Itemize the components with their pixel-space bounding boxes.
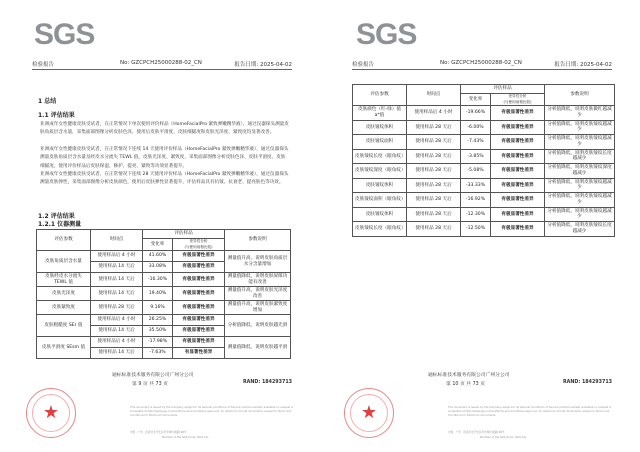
header-diff-note: (与使用前相比较) — [503, 99, 532, 104]
company-name: 通标标准技术服务有限公司广州分公司 — [428, 373, 510, 378]
cell-note: 分析值降低，说明皮肤越光滑 — [225, 315, 291, 337]
summary-paragraph-2: 亚洲成年女性健康皮肤受试者，在正常情况下连续 14 天使用评价样品（HomeFacialPro 紧致弹嫩精华液），通过仪器探头测量皮肤角质层含水量及经皮水分流失 TEWL 值，皮肤光泽度、紧致度，采集面部图像分析皮肤色泽、皮肤平滑度、皮肤细腻度，使用评价样品后皮肤保湿、修护、提亮、紧致等功效显著提升。 — [40, 147, 289, 169]
rand-number: RAND: 184293713 — [242, 380, 292, 385]
report-label: 检验报告 — [352, 62, 375, 68]
report-header — [32, 60, 292, 72]
instrument-results-table-continued — [352, 84, 615, 237]
header-note: 参数说明 — [545, 85, 615, 106]
page-number: 第 9 页 共 73 页 — [132, 382, 168, 387]
cell-diff: 有极显著性差异 — [491, 164, 545, 179]
table-row — [353, 193, 615, 208]
cell-item: 皮肤皱纹深度（眼角纹） — [353, 164, 407, 179]
seal-star-icon: ★ — [42, 402, 60, 423]
table-row — [37, 251, 291, 262]
cell-note: 分析值降低，说明皮肤微红越减少 — [545, 106, 615, 121]
summary-paragraph-3: 亚洲成年女性健康皮肤受试者，在正常情况下连续 28 天使用评价样品（HomeFacialPro 紧致弹嫩精华液），通过仪器探头测量皮肤弹性，采集面部图像分析皮肤颜色，使用后皮肤弹性显著提升，评估样品具有抗皱、抗衰老、提亮肤色等功效。 — [40, 172, 289, 186]
cell-note: 分析值降低，说明皮肤皱纹越减少 — [545, 207, 615, 222]
report-number: No: GZCPCH25000288-02_CN — [440, 60, 522, 66]
table-row — [37, 301, 291, 315]
cell-change: 35.50% — [143, 326, 173, 337]
cell-note: 分析值降低，说明皮肤皱纹长度越减少 — [545, 149, 615, 164]
cell-item: 皮肤皱纹体积 — [353, 178, 407, 193]
cell-diff: 有极显著性差异 — [173, 273, 225, 287]
cell-diff: 有极显著性差异 — [173, 337, 225, 348]
header-time: 时间点 — [91, 230, 143, 251]
header-diff — [491, 94, 545, 106]
report-number: No: GZCPCH25000288-02_CN — [120, 60, 202, 66]
table-row — [37, 287, 291, 301]
report-page-9 — [12, 0, 312, 452]
terms-fine-print: This document is issued by the Company subject to its General Conditions of Service printed overleaf, available on request or accessible at http://www.sgs.com/en/Terms-and-Conditions.aspx and, for electronic format documents, subject to Terms and Conditions for Electronic Documents. — [448, 406, 612, 417]
cell-note: 分析值降低，说明皮肤皱纹越减少 — [545, 135, 615, 150]
header-change: 变化率 — [461, 94, 491, 106]
cell-time: 使用样品 28 天后 — [91, 301, 143, 315]
cell-item: 皮肤经皮水分流失 TEWL 值 — [37, 273, 91, 287]
cell-diff: 有极显著性差异 — [173, 301, 225, 315]
cell-note: 分析值降低，说明皮肤皱纹越减少 — [545, 178, 615, 193]
cell-change: -5.08% — [461, 164, 491, 179]
cell-diff: 有极显著性差异 — [173, 326, 225, 337]
table-row — [37, 337, 291, 348]
cell-diff: 有极显著性差异 — [491, 178, 545, 193]
cell-time: 使用样品 14 天后 — [91, 273, 143, 287]
company-name: 通标标准技术服务有限公司广州分公司 — [112, 373, 194, 378]
header-note: 参数说明 — [225, 230, 291, 251]
table-row — [353, 207, 615, 222]
report-label: 检验报告 — [32, 62, 55, 68]
cell-time: 使用样品 14 天后 — [91, 348, 143, 359]
cell-time: 使用样品 28 天后 — [407, 207, 461, 222]
table-row — [353, 106, 615, 121]
cell-diff: 有显著性差异 — [173, 348, 225, 359]
cell-note: 测量值升高，说明皮肤光泽度改善 — [225, 287, 291, 301]
table-row — [37, 273, 291, 287]
cell-time: 使用样品 14 天后 — [91, 262, 143, 273]
table-row — [353, 135, 615, 150]
table-row — [353, 178, 615, 193]
cell-time: 使用样品 28 天后 — [407, 149, 461, 164]
cell-time: 使用样品 28 天后 — [407, 135, 461, 150]
company-seal — [26, 388, 76, 438]
cell-time: 使用样品 28 天后 — [407, 120, 461, 135]
table-row — [353, 149, 615, 164]
cell-item: 皮肤皱纹面积 — [353, 135, 407, 150]
seal-star-icon: ★ — [360, 402, 378, 423]
cell-change: -33.33% — [461, 178, 491, 193]
header-sample: 评估样品 — [143, 230, 225, 239]
cell-diff: 有极显著性差异 — [173, 251, 225, 262]
cell-change: -7.43% — [461, 135, 491, 150]
cell-change: -12.30% — [461, 207, 491, 222]
cell-note: 分析值降低，说明皮肤皱纹长度越减少 — [545, 222, 615, 237]
section-instrument: 1.2.1 仪器测量 — [38, 221, 82, 228]
cell-change: 41.60% — [143, 251, 173, 262]
cell-time: 使用样品后 4 小时 — [407, 106, 461, 121]
sgs-logo: SGS — [356, 18, 417, 51]
header-item: 评估参数 — [353, 85, 407, 106]
cell-note: 测量值升高，说明皮肤角质层水分含量增加 — [225, 251, 291, 273]
cell-change: -19.66% — [461, 106, 491, 121]
table-row — [353, 120, 615, 135]
cell-item: 皮肤平滑度 SEsm 值 — [37, 337, 91, 359]
header-diff-note: (与使用前相比较) — [184, 244, 213, 249]
section-results-2: 1.2 评估结果 — [38, 213, 75, 220]
page-number: 第 10 页 共 73 页 — [446, 382, 486, 387]
cell-change: -16.30% — [143, 273, 173, 287]
cell-diff: 有极显著性差异 — [173, 262, 225, 273]
cell-change: 33.08% — [143, 262, 173, 273]
table-row — [353, 164, 615, 179]
section-results: 1.1 评估结果 — [38, 112, 75, 119]
company-address: 中国 · 广州 · 经济技术开发区科学城科珠路198号 — [448, 431, 505, 434]
cell-item: 皮肤紧致度 — [37, 301, 91, 315]
table-row — [353, 222, 615, 237]
member-note: Member of the SGS Group (SGS SA) — [480, 436, 527, 439]
cell-change: -3.85% — [461, 149, 491, 164]
cell-time: 使用样品 14 天后 — [91, 287, 143, 301]
header-diff — [173, 239, 225, 251]
cell-time: 使用样品后 4 小时 — [91, 337, 143, 348]
sgs-logo: SGS — [34, 18, 95, 51]
cell-item: 皮肤皱纹长度（眼角纹） — [353, 149, 407, 164]
cell-diff: 有极显著性差异 — [491, 120, 545, 135]
cell-diff: 有极显著性差异 — [491, 207, 545, 222]
cell-item: 皮肤皱纹体积 — [353, 120, 407, 135]
header-diff-label: 差异性分析 — [508, 94, 527, 98]
cell-item: 皮肤光泽度 — [37, 287, 91, 301]
header-divider — [352, 69, 612, 70]
cell-time: 使用样品 28 天后 — [407, 193, 461, 208]
cell-change: -6.00% — [461, 120, 491, 135]
cell-note: 分析值降低，说明皮肤皱纹越减少 — [545, 193, 615, 208]
header-divider — [32, 69, 292, 70]
rand-number: RAND: 184293713 — [562, 380, 612, 385]
report-page-10 — [332, 0, 632, 452]
cell-item: 皮肤颜色（红-绿）值 a*值 — [353, 106, 407, 121]
cell-diff: 有极显著性差异 — [173, 287, 225, 301]
table-row — [37, 315, 291, 326]
header-diff-label: 差异性分析 — [189, 239, 208, 243]
cell-change: 19.40% — [143, 287, 173, 301]
cell-time: 使用样品 14 天后 — [91, 326, 143, 337]
cell-item: 皮肤粗糙度 SEr 值 — [37, 315, 91, 337]
summary-paragraph-1: 亚洲成年女性健康皮肤受试者，在正常情况下单次使用评价样品（HomeFacialPro 紧致弹嫩精华液），通过仪器探头测量皮肤角质层含水量，采集面部图像分析皮肤色泽，使用后皮肤平滑度、皮肤细腻度和皮肤光泽度、紧致度均显著改善。 — [40, 122, 289, 136]
cell-item: 皮肤皱纹体积 — [353, 207, 407, 222]
terms-fine-print: This document is issued by the Company subject to its General Conditions of Service printed overleaf, available on request or accessible at http://www.sgs.com/en/Terms-and-Conditions.aspx and, for electronic format documents, subject to Terms and Conditions for Electronic Documents. — [130, 406, 294, 417]
cell-time: 使用样品后 4 小时 — [91, 315, 143, 326]
company-address: 中国 · 广州 · 经济技术开发区科学城科珠路198号 — [130, 431, 187, 434]
cell-time: 使用样品 28 天后 — [407, 222, 461, 237]
header-time: 时间点 — [407, 85, 461, 106]
cell-time: 使用样品 28 天后 — [407, 164, 461, 179]
cell-note: 分析值降低，说明皮肤皱纹深度越减少 — [545, 164, 615, 179]
cell-note: 测量值降低，说明皮肤越平滑 — [225, 337, 291, 359]
company-seal — [344, 388, 394, 438]
cell-note: 测量值降低，说明皮肤屏障功能有改善 — [225, 273, 291, 287]
cell-item: 皮肤角质层含水量 — [37, 251, 91, 273]
cell-diff: 有极显著性差异 — [491, 135, 545, 150]
cell-change: -7.63% — [143, 348, 173, 359]
cell-note: 测量值升高，说明皮肤紧致度增加 — [225, 301, 291, 315]
cell-item: 皮肤皱纹面积（眼角纹） — [353, 193, 407, 208]
instrument-results-table — [36, 229, 291, 359]
report-date: 报告日期: 2025-04-02 — [554, 62, 612, 68]
cell-time: 使用样品 28 天后 — [407, 178, 461, 193]
section-summary: 1 总结 — [38, 98, 57, 105]
cell-change: 9.16% — [143, 301, 173, 315]
cell-item: 皮肤皱纹长度（眼角纹） — [353, 222, 407, 237]
header-item: 评估参数 — [37, 230, 91, 251]
cell-note: 分析值降低，说明皮肤皱纹越减少 — [545, 120, 615, 135]
cell-change: -16.92% — [461, 193, 491, 208]
report-date: 报告日期: 2025-04-02 — [234, 62, 292, 68]
report-header — [352, 60, 612, 72]
cell-change: -12.50% — [461, 222, 491, 237]
cell-diff: 有极显著性差异 — [491, 106, 545, 121]
member-note: Member of the SGS Group (SGS SA) — [162, 436, 209, 439]
header-change: 变化率 — [143, 239, 173, 251]
cell-diff: 有极显著性差异 — [491, 149, 545, 164]
header-sample: 评估样品 — [461, 85, 545, 94]
cell-diff: 有极显著性差异 — [491, 193, 545, 208]
cell-diff: 有极显著性差异 — [173, 315, 225, 326]
cell-diff: 有极显著性差异 — [491, 222, 545, 237]
cell-change: -17.98% — [143, 337, 173, 348]
cell-change: 26.25% — [143, 315, 173, 326]
cell-time: 使用样品后 4 小时 — [91, 251, 143, 262]
